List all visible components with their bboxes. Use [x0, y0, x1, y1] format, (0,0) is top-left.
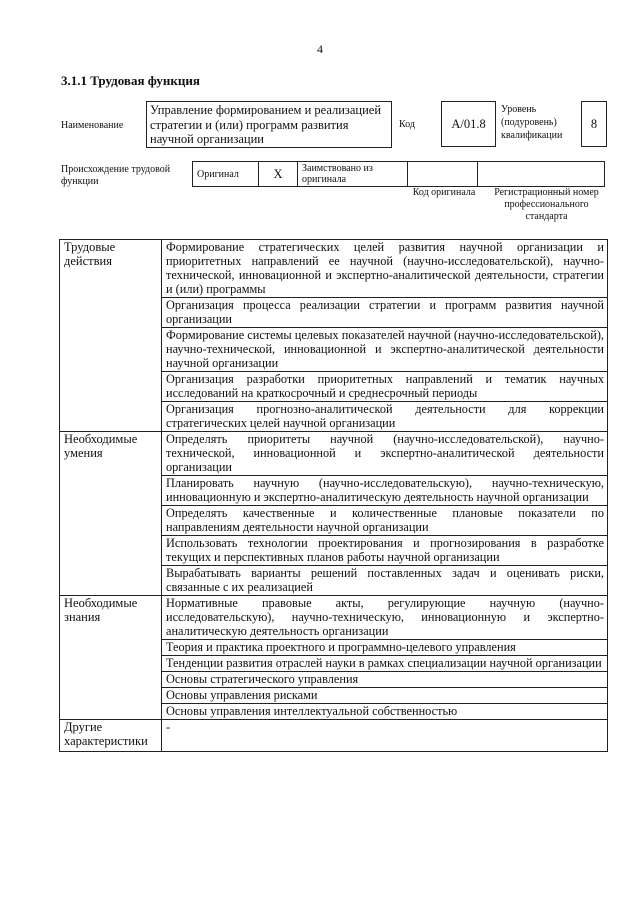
group-item: -: [162, 720, 608, 752]
group-label: Трудовые действия: [60, 240, 162, 432]
group-item: Организация прогнозно-аналитической деятельности для коррекции стратегических целей научной организации: [162, 402, 608, 432]
code-label: Код: [399, 119, 415, 130]
reg-number-label: Регистрационный номер профессионального стандарта: [494, 187, 599, 222]
group-item: Тенденции развития отраслей науки в рамках специализации научной организации: [162, 656, 608, 672]
group-item: Планировать научную (научно-исследовательскую), научно-техническую, инновационную и экспертно-аналитическую деятельность научной организации: [162, 476, 608, 506]
table-row: [60, 432, 608, 476]
group-item: Основы управления рисками: [162, 688, 608, 704]
function-name-box: Управление формированием и реализацией стратегии и (или) программ развития научной организации: [146, 101, 392, 148]
original-mark: X: [273, 166, 283, 181]
group-item: Формирование системы целевых показателей научной (научно-исследовательской), научно-технической, инновационной и экспертно-аналитической деятельности научной организации: [162, 328, 608, 372]
borrowed-label: Заимствовано из оригинала: [302, 163, 373, 185]
group-label: Другие характеристики: [60, 720, 162, 752]
original-label: Оригинал: [197, 168, 239, 180]
code-original-cell: [408, 162, 478, 187]
section-title: 3.1.1 Трудовая функция: [61, 73, 200, 88]
code-value-box: A/01.8: [441, 101, 496, 147]
group-item: Основы стратегического управления: [162, 672, 608, 688]
table-row: [60, 240, 608, 298]
page-number: 4: [317, 42, 323, 56]
original-mark-cell: [259, 162, 298, 187]
group-label: Необходимые умения: [60, 432, 162, 596]
name-label: Наименование: [61, 120, 124, 131]
reg-number-cell: [478, 162, 605, 187]
group-item: Определять приоритеты научной (научно-исследовательской), научно-технической, инновационной и экспертно-аналитической деятельности организации: [162, 432, 608, 476]
origin-label: Происхождение трудовой функции: [61, 164, 171, 187]
group-item: Формирование стратегических целей развития научной организации и приоритетных направлений ее научной (научно-исследовательской), научно-технической, инновационной и экспертно-аналитической деятельности, стратегии и (или) программы: [162, 240, 608, 298]
group-item: Основы управления интеллектуальной собственностью: [162, 704, 608, 720]
code-original-label: Код оригинала: [412, 187, 476, 198]
group-item: Вырабатывать варианты решений поставленных задач и оценивать риски, связанные с их реализацией: [162, 566, 608, 596]
group-item: Теория и практика проектного и программно-целевого управления: [162, 640, 608, 656]
group-item: Определять качественные и количественные плановые показатели по направлениям деятельности научной организации: [162, 506, 608, 536]
table-row: [60, 596, 608, 640]
level-label: Уровень (подуровень) квалификации: [501, 104, 563, 141]
group-item: Организация разработки приоритетных направлений и тематик научных исследований на краткосрочный и среднесрочный периоды: [162, 372, 608, 402]
borrowed-cell: [298, 162, 408, 187]
group-item: Нормативные правовые акты, регулирующие научную (научно-исследовательскую), научно-техническую, инновационную и экспертно-аналитическую деятельность организации: [162, 596, 608, 640]
origin-table: [192, 161, 605, 187]
group-item: Организация процесса реализации стратегии и программ развития научной организации: [162, 298, 608, 328]
group-label: Необходимые знания: [60, 596, 162, 720]
table-row: [60, 720, 608, 752]
labor-function-table: [59, 239, 608, 752]
group-item: Использовать технологии проектирования и прогнозирования в разработке текущих и перспективных планов работы научной организации: [162, 536, 608, 566]
original-cell: [193, 162, 259, 187]
level-value-box: 8: [581, 101, 607, 147]
